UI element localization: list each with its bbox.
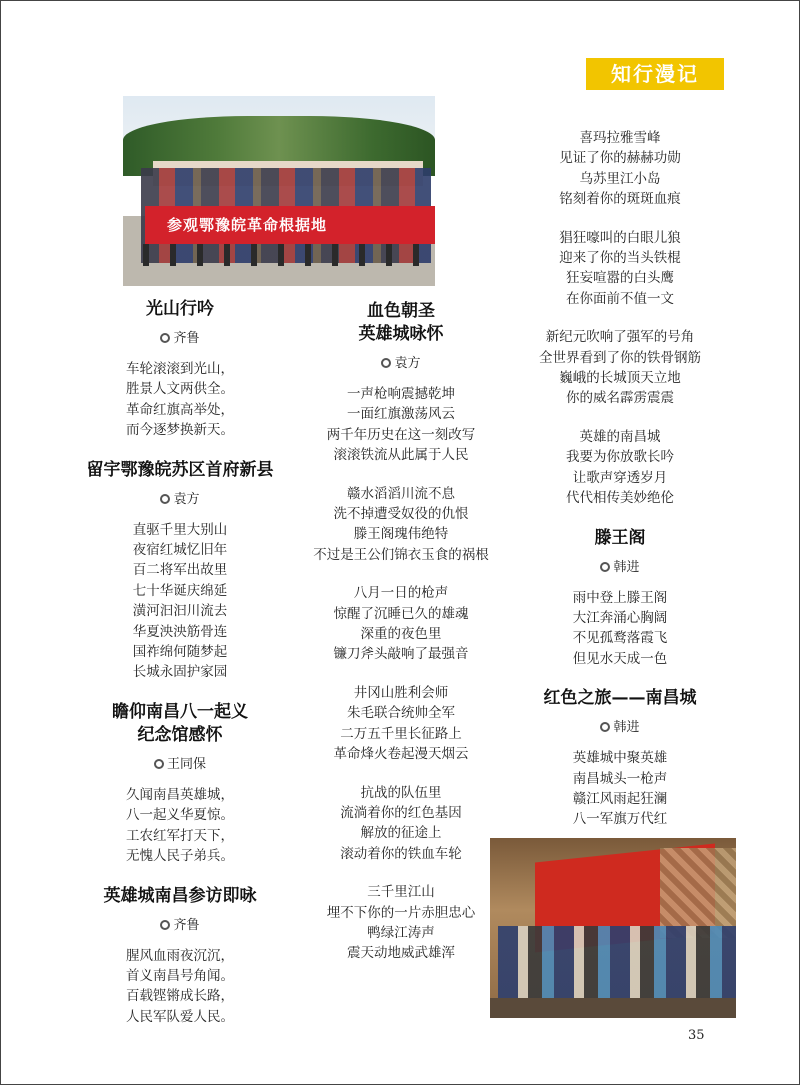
poem-title-line: 纪念馆感怀 [137, 724, 223, 745]
poem-line: 首义南昌号角闻。 [126, 967, 234, 984]
stanza [296, 384, 506, 466]
poem-line: 腥风血雨夜沉沉， [126, 947, 234, 964]
poem-line: 久闻南昌英雄城， [126, 786, 234, 803]
stanza [296, 484, 506, 566]
section-tag: 知行漫记 [586, 58, 724, 90]
poem-hongse [520, 687, 720, 830]
poem-author: 齐鲁 [80, 329, 280, 349]
poem-line: 八一起义华夏惊。 [126, 807, 234, 824]
poem-liuyu [80, 459, 280, 683]
poem-line: 深重的夜色里 [360, 626, 442, 643]
poem-title-line: 瞻仰南昌八一起义 [112, 701, 248, 722]
poem-line: 英雄城中聚英雄 [572, 750, 668, 767]
poem-title: 英雄城南昌参访即咏 [103, 885, 257, 906]
poem-line: 长城永固护家园 [132, 664, 228, 681]
poem-line: 潢河汩汩川流去 [132, 603, 228, 620]
poem-line: 惊醒了沉睡已久的雄魂 [333, 605, 469, 622]
circle-bullet-icon [600, 562, 610, 572]
poem-line: 赣江风雨起狂澜 [572, 790, 668, 807]
poem-line: 胜景人文两供全。 [126, 381, 234, 398]
poem-line: 革命红旗高举处， [126, 401, 234, 418]
poem-title: 红色之旅——南昌城 [543, 688, 697, 709]
poem-line: 埋不下你的一片赤胆忠心 [326, 904, 476, 921]
poem-line: 不见孤鹜落霞飞 [572, 630, 668, 647]
poem-yingxiong [80, 885, 280, 1028]
stanza [296, 683, 506, 765]
poem-line: 井冈山胜利会师 [353, 684, 449, 701]
poem-author: 齐鲁 [80, 916, 280, 936]
stanza [520, 427, 720, 509]
poem-line: 八月一日的枪声 [353, 585, 449, 602]
poem-author: 袁方 [80, 490, 280, 510]
poem-line: 百载铿锵成长路， [126, 988, 234, 1005]
poem-tengwang [520, 527, 720, 670]
poem-line: 一声枪响震撼乾坤 [347, 386, 455, 402]
group-photo-museum [490, 838, 736, 1018]
poem-line: 华夏泱泱筋骨连 [132, 623, 228, 640]
circle-bullet-icon [160, 494, 170, 504]
poem-line: 直驱千里大别山 [132, 521, 228, 538]
poem-author: 王同保 [80, 755, 280, 775]
poem-line: 抗战的队伍里 [360, 784, 442, 801]
poem-title: 光山行吟 [146, 299, 214, 319]
poem-line: 无愧人民子弟兵。 [126, 848, 234, 865]
poem-line: 二万五千里长征路上 [340, 725, 462, 742]
poem-line: 巍峨的长城顶天立地 [559, 370, 681, 387]
group-photo-banner [123, 96, 435, 286]
poem-line: 代代相传美妙绝伦 [566, 490, 674, 507]
poem-author: 韩进 [520, 718, 720, 738]
poem-zhanyang [80, 701, 280, 867]
poem-line: 迎来了你的当头铁棍 [559, 250, 681, 267]
poem-line: 夜宿红城忆旧年 [132, 542, 228, 559]
poem-line: 朱毛联合统帅全军 [347, 705, 455, 722]
column-middle [296, 300, 506, 982]
poem-guangshan [80, 298, 280, 441]
poem-title: 滕王阁 [594, 527, 646, 548]
poem-line: 铭刻着你的斑斑血痕 [559, 191, 681, 208]
poem-line: 让歌声穿透岁月 [572, 469, 668, 486]
poem-line: 解放的征途上 [360, 825, 442, 842]
photo-banner-text: 参观鄂豫皖革命根据地 [145, 206, 435, 244]
stanza [520, 228, 720, 310]
circle-bullet-icon [381, 358, 391, 368]
poem-line: 见证了你的赫赫功勋 [559, 150, 681, 167]
poem-line: 三千里江山 [367, 884, 435, 901]
circle-bullet-icon [160, 920, 170, 930]
poem-title-line: 英雄城咏怀 [358, 324, 444, 344]
poem-line: 一面红旗激荡风云 [347, 406, 455, 423]
poem-line: 新纪元吹响了强军的号角 [545, 329, 695, 346]
stanza [520, 327, 720, 409]
poem-line: 八一军旗万代红 [572, 811, 668, 828]
stanza [296, 882, 506, 964]
poem-line: 喜玛拉雅雪峰 [579, 130, 661, 146]
circle-bullet-icon [600, 722, 610, 732]
poem-line: 百二将军出故里 [132, 562, 228, 579]
poem-line: 革命烽火卷起漫天烟云 [333, 746, 469, 763]
poem-line: 在你面前不值一文 [566, 290, 674, 307]
poem-line: 南昌城头一枪声 [572, 770, 668, 787]
poem-line: 雨中登上滕王阁 [572, 589, 668, 606]
poem-line: 狂妄喧嚣的白头鹰 [566, 270, 674, 287]
poem-line: 但见水天成一色 [572, 650, 668, 667]
poem-line: 震天动地威武雄浑 [347, 945, 455, 962]
poem-line: 滚动着你的铁血车轮 [340, 845, 462, 862]
stanza [520, 128, 720, 210]
poem-line: 而今逐梦换新天。 [126, 422, 234, 439]
poem-line: 洗不掉遭受奴役的仇恨 [333, 506, 469, 523]
poem-title-line: 血色朝圣 [367, 301, 435, 321]
poem-line: 全世界看到了你的铁骨钢筋 [539, 349, 701, 366]
column-right [520, 128, 720, 848]
poem-line: 滚滚铁流从此属于人民 [333, 447, 469, 464]
column-left [80, 298, 280, 1045]
poem-line: 英雄的南昌城 [579, 428, 661, 445]
poem-line: 车轮滚滚到光山， [126, 361, 234, 377]
stanza [296, 783, 506, 865]
poem-line: 鸭绿江涛声 [367, 924, 435, 941]
poem-author: 韩进 [520, 558, 720, 578]
poem-line: 流淌着你的红色基因 [340, 804, 462, 821]
poem-line: 不过是王公们锦衣玉食的祸根 [313, 546, 489, 563]
poem-line: 七十华诞庆绵延 [132, 582, 228, 599]
poem-author: 袁方 [296, 354, 506, 374]
circle-bullet-icon [154, 759, 164, 769]
poem-line: 猖狂嚎叫的白眼儿狼 [559, 229, 681, 246]
poem-line: 我要为你放歌长吟 [566, 449, 674, 466]
poem-line: 国祚绵何随梦起 [132, 644, 228, 661]
poem-title: 留宇鄂豫皖苏区首府新县 [86, 459, 274, 480]
poem-line: 赣水滔滔川流不息 [347, 485, 455, 502]
poem-line: 滕王阁瑰伟绝特 [353, 526, 449, 543]
poem-line: 乌苏里江小岛 [579, 170, 661, 187]
circle-bullet-icon [160, 333, 170, 343]
poem-line: 人民军队爱人民。 [126, 1008, 234, 1025]
poem-line: 镰刀斧头敲响了最强音 [333, 646, 469, 663]
poem-line: 两千年历史在这一刻改写 [326, 426, 476, 443]
poem-line: 工农红军打天下， [126, 827, 234, 844]
poem-line: 大江奔涌心胸阔 [572, 609, 668, 626]
stanza [296, 583, 506, 665]
page-number: 35 [688, 1028, 705, 1043]
poem-line: 你的威名霹雳震震 [566, 390, 674, 407]
